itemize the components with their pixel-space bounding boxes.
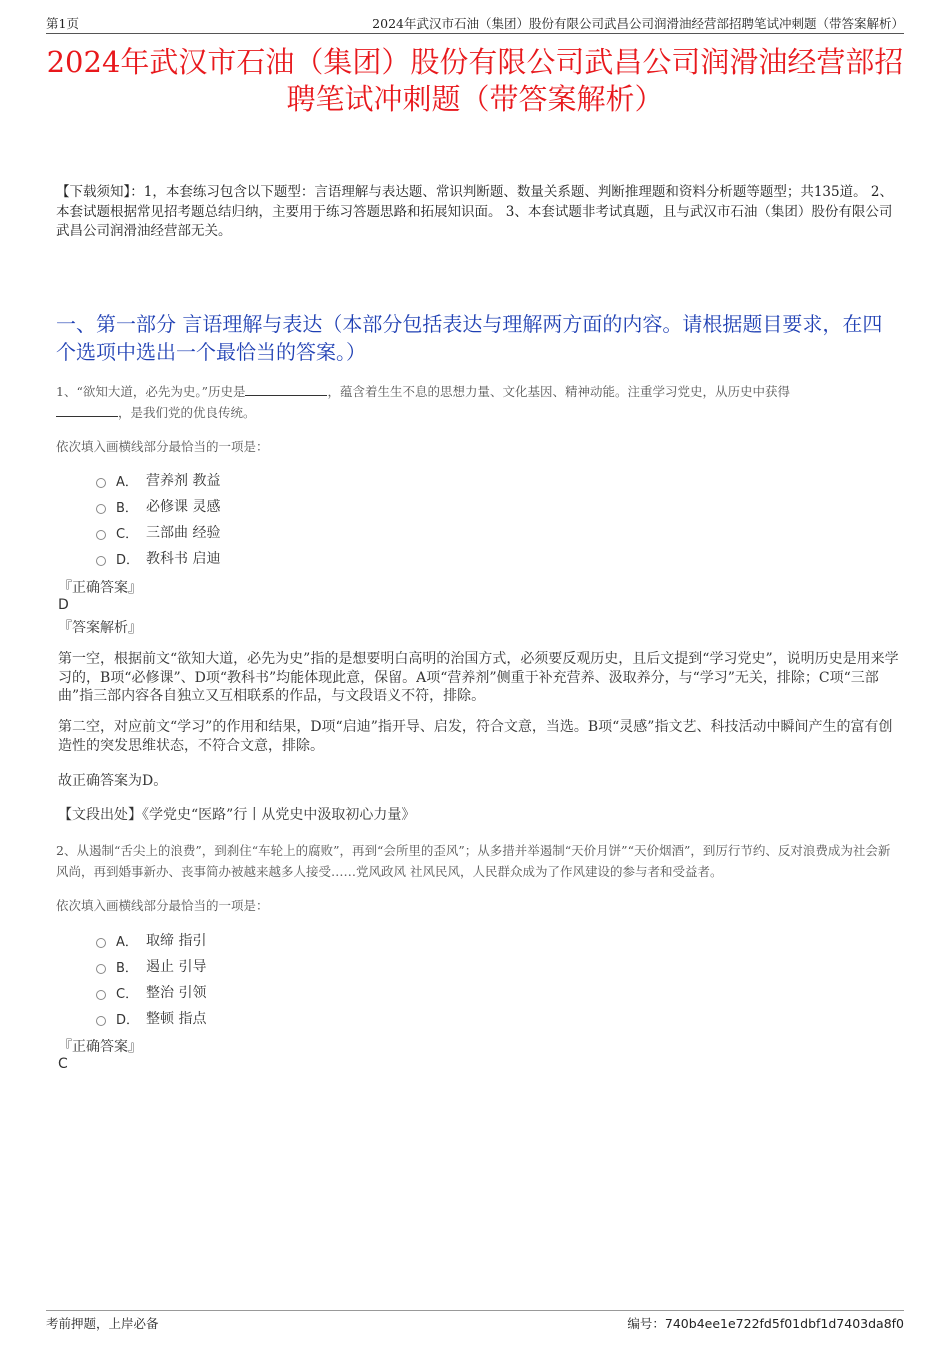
question-1-stem [56, 381, 902, 423]
option-a[interactable] [96, 927, 206, 953]
analysis-conclusion: 故正确答案为D。 [58, 773, 168, 789]
section-title: 一、第一部分 言语理解与表达（本部分包括表达与理解两方面的内容。请根据题目要求，在四个选项中选出一个最恰当的答案。） [56, 312, 883, 364]
question-2-prompt: 依次填入画横线部分最恰当的一项是： [56, 898, 269, 913]
option-letter: B． [116, 960, 138, 976]
footer-slogan: 考前押题，上岸必备 [46, 1316, 159, 1331]
option-d[interactable] [96, 1005, 206, 1031]
page-number: 第1页 [46, 16, 79, 31]
option-text: 整顿 指点 [146, 1011, 207, 1027]
option-b[interactable] [96, 953, 206, 979]
analysis-paragraph: 第一空，根据前文“欲知大道，必先为史”指的是想要明白高明的治国方式，必须要反观历史，且后文提到“学习党史”，说明历史是用来学习的，B项“必修课”、D项“教科书”均能体现此意，保留。A项“营养剂”侧重于补充营养、汲取养分，与“学习”无关，排除；C项“三部曲”指三部内容各自独立又互相联系的作品，与文段语义不符，排除。 [58, 651, 899, 704]
question-1-stem-part: ，蕴含着生生不息的思想力量、文化基因、精神动能。注重学习党史，从历史中获得 [327, 384, 790, 399]
document-title: 2024年武汉市石油（集团）股份有限公司武昌公司润滑油经营部招聘笔试冲刺题（带答案解析） [46, 45, 904, 116]
option-text: 取缔 指引 [146, 933, 207, 949]
option-b[interactable] [96, 493, 220, 519]
option-letter: C． [116, 526, 139, 542]
footer-divider [46, 1310, 904, 1311]
page-header [46, 14, 904, 34]
option-letter: D． [116, 1012, 140, 1028]
radio-icon[interactable] [96, 964, 106, 974]
option-letter: A． [116, 934, 138, 950]
question-2-stem: 2、从遏制“舌尖上的浪费”，到刹住“车轮上的腐败”，再到“会所里的歪风”；从多措并举遏制“天价月饼”“天价烟酒”，到厉行节约、反对浪费成为社会新风尚，再到婚事新办、丧事简办被越来越多人接受……党风政风 社风民风，人民群众成为了作风建设的参与者和受益者。 [56, 843, 891, 879]
radio-icon[interactable] [96, 504, 106, 514]
option-text: 教科书 启迪 [146, 551, 221, 567]
question-1-stem-part: 1、“欲知大道，必先为史。”历史是 [56, 384, 246, 399]
question-1-stem-part: ，是我们党的优良传统。 [118, 405, 256, 420]
option-c[interactable] [96, 979, 206, 1005]
option-text: 整治 引领 [146, 985, 207, 1001]
answer-value: C [58, 1056, 68, 1072]
option-letter: C． [116, 986, 139, 1002]
radio-icon[interactable] [96, 478, 106, 488]
option-text: 必修课 灵感 [146, 499, 221, 515]
fill-blank [56, 403, 118, 417]
question-2-options [96, 927, 206, 1031]
radio-icon[interactable] [96, 530, 106, 540]
document-id [627, 1314, 904, 1332]
analysis-paragraph: 第二空，对应前文“学习”的作用和结果，D项“启迪”指开导、启发，符合文意，当选。B项“灵感”指文艺、科技活动中瞬间产生的富有创造性的突发思维状态，不符合文意，排除。 [58, 719, 893, 754]
answer-label: 『正确答案』 [58, 580, 142, 596]
option-a[interactable] [96, 467, 220, 493]
answer-value: D [58, 597, 69, 613]
radio-icon[interactable] [96, 1016, 106, 1026]
radio-icon[interactable] [96, 938, 106, 948]
document-id-label: 编号： [627, 1316, 665, 1331]
option-letter: B． [116, 500, 138, 516]
header-divider [46, 33, 904, 34]
option-d[interactable] [96, 545, 220, 571]
header-title: 2024年武汉市石油（集团）股份有限公司武昌公司润滑油经营部招聘笔试冲刺题（带答案解析） [372, 16, 904, 31]
option-letter: A． [116, 474, 138, 490]
option-text: 营养剂 教益 [146, 473, 221, 489]
analysis-label: 『答案解析』 [58, 620, 142, 636]
download-notice: 【下载须知】：1，本套练习包含以下题型：言语理解与表达题、常识判断题、数量关系题、判断推理题和资料分析题等题型；共135道。 2、本套试题根据常见招考题总结归纳，主要用于练习答题思路和拓展知识面。 3、本套试题非考试真题，且与武汉市石油（集团）股份有限公司武昌公司润滑油经营部无关。 [56, 184, 893, 239]
radio-icon[interactable] [96, 990, 106, 1000]
option-letter: D． [116, 552, 140, 568]
option-text: 遏止 引导 [146, 959, 207, 975]
source-citation: 【文段出处】《学党史“医路”行丨从党史中汲取初心力量》 [58, 807, 416, 823]
answer-label: 『正确答案』 [58, 1039, 142, 1055]
option-c[interactable] [96, 519, 220, 545]
question-1-options [96, 467, 220, 571]
radio-icon[interactable] [96, 556, 106, 566]
fill-blank [245, 382, 327, 396]
question-1-prompt: 依次填入画横线部分最恰当的一项是： [56, 439, 269, 454]
option-text: 三部曲 经验 [146, 525, 221, 541]
document-id-value: 740b4ee1e722fd5f01dbf1d7403da8f0 [664, 1316, 904, 1331]
